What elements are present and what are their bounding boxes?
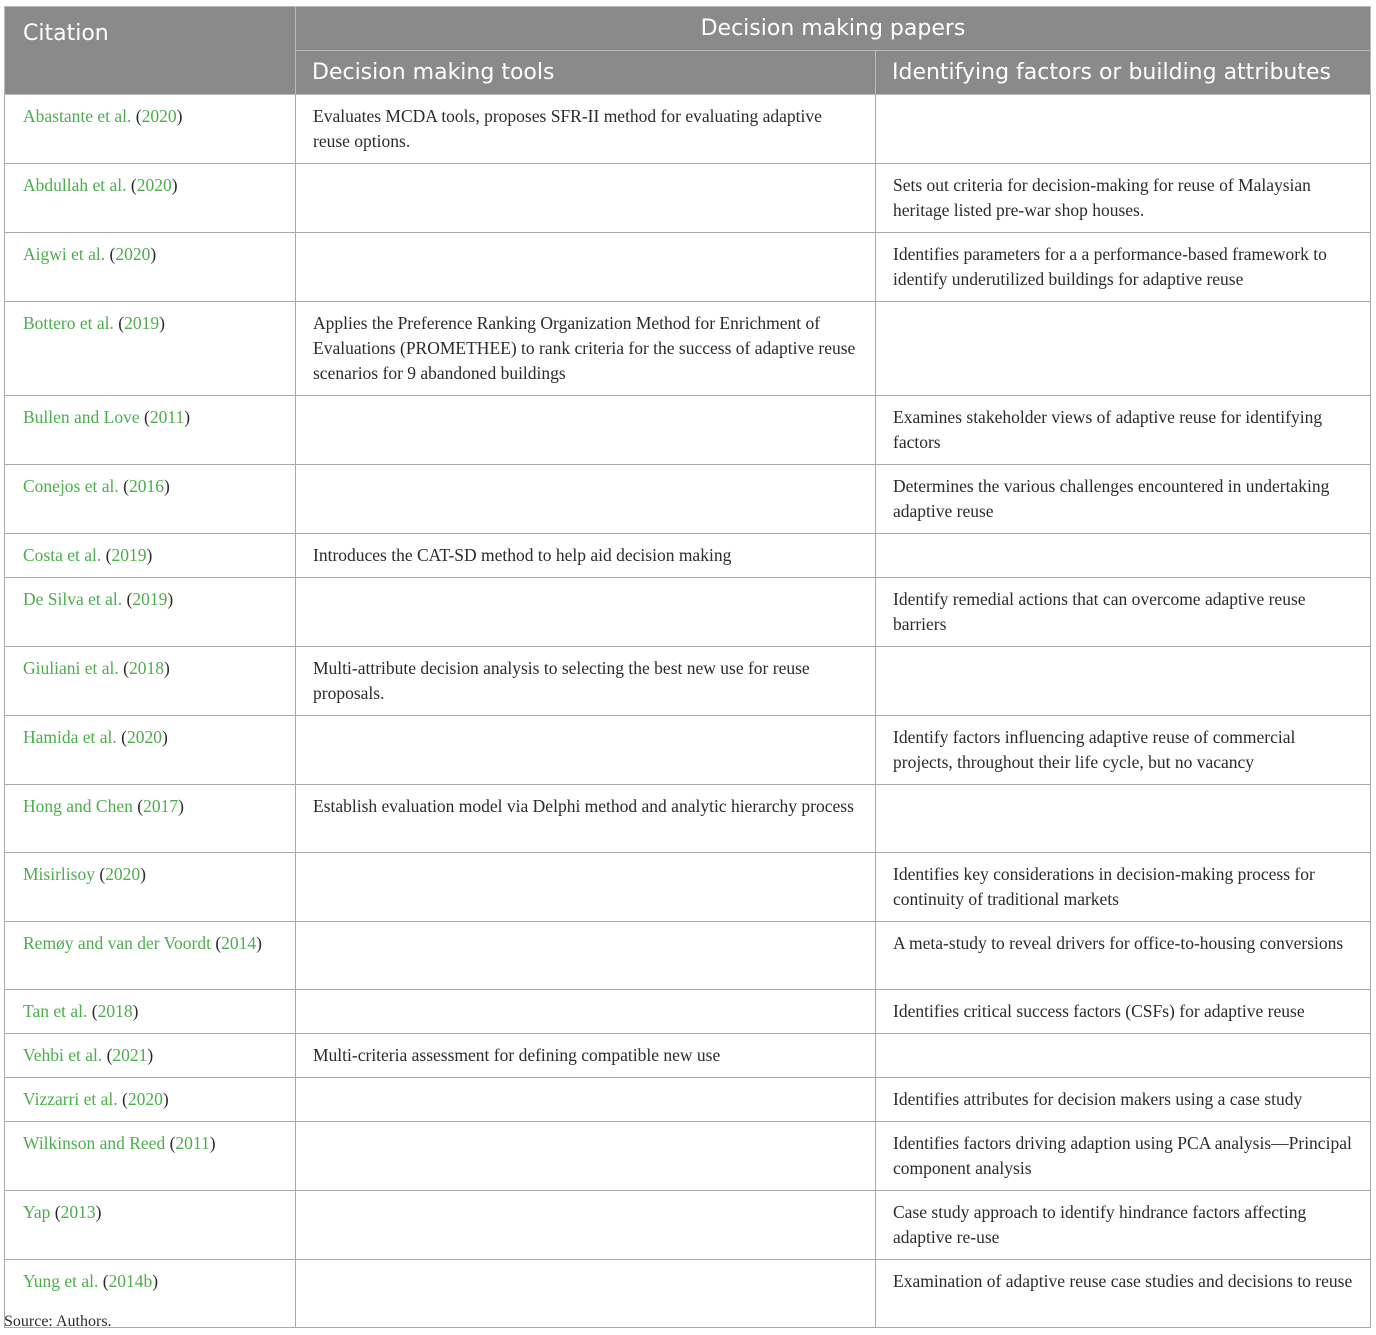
decision-tools-cell: Establish evaluation model via Delphi method and analytic hierarchy process bbox=[296, 785, 876, 853]
factors-cell bbox=[876, 302, 1371, 396]
citation-year-link[interactable]: 2018 bbox=[97, 1001, 133, 1021]
citation-cell bbox=[5, 716, 296, 785]
citation-year-link[interactable]: 2020 bbox=[126, 727, 162, 747]
header-citation: Citation bbox=[5, 7, 296, 95]
table-row bbox=[5, 1191, 1371, 1260]
paren-close: ) bbox=[147, 1045, 154, 1065]
decision-tools-cell bbox=[296, 990, 876, 1034]
factors-cell: Determines the various challenges encountered in undertaking adaptive reuse bbox=[876, 465, 1371, 534]
factors-cell bbox=[876, 95, 1371, 164]
citation-author-link[interactable]: Yung et al. bbox=[23, 1271, 99, 1291]
citation-author-link[interactable]: De Silva et al. bbox=[23, 589, 123, 609]
decision-tools-cell bbox=[296, 1122, 876, 1191]
citation-year-link[interactable]: 2019 bbox=[111, 545, 147, 565]
decision-making-table bbox=[4, 6, 1370, 1328]
citation-author-link[interactable]: Wilkinson and Reed bbox=[23, 1133, 166, 1153]
table-row bbox=[5, 853, 1371, 922]
factors-cell: Identifies factors driving adaption using PCA analysis—Principal component analysis bbox=[876, 1122, 1371, 1191]
decision-tools-cell: Applies the Preference Ranking Organization Method for Enrichment of Evaluations (PROMETHEE) to rank criteria for the success of adaptive reuse scenarios for 9 abandoned buildings bbox=[296, 302, 876, 396]
citation-author-link[interactable]: Tan et al. bbox=[23, 1001, 88, 1021]
citation-author-link[interactable]: Costa et al. bbox=[23, 545, 102, 565]
decision-tools-cell bbox=[296, 1260, 876, 1328]
paren-open: ( bbox=[130, 175, 137, 195]
citation-year-link[interactable]: 2016 bbox=[128, 476, 164, 496]
paren-close: ) bbox=[159, 313, 165, 333]
citation-year-link[interactable]: 2014b bbox=[108, 1271, 153, 1291]
decision-tools-cell bbox=[296, 1191, 876, 1260]
table-row bbox=[5, 396, 1371, 465]
citation-cell bbox=[5, 647, 296, 716]
factors-cell: Case study approach to identify hindrance factors affecting adaptive re-use bbox=[876, 1191, 1371, 1260]
factors-cell bbox=[876, 785, 1371, 853]
citation-cell bbox=[5, 95, 296, 164]
citation-year-link[interactable]: 2017 bbox=[143, 796, 179, 816]
decision-tools-cell: Multi-attribute decision analysis to selecting the best new use for reuse proposals. bbox=[296, 647, 876, 716]
paren-close: ) bbox=[167, 589, 174, 609]
paren-open: ( bbox=[109, 244, 116, 264]
decision-tools-cell bbox=[296, 465, 876, 534]
table-row bbox=[5, 1122, 1371, 1191]
citation-cell bbox=[5, 853, 296, 922]
citation-year-link[interactable]: 2020 bbox=[141, 106, 177, 126]
paren-close: ) bbox=[178, 796, 184, 816]
citation-cell bbox=[5, 1034, 296, 1078]
citation-year-link[interactable]: 2019 bbox=[124, 313, 160, 333]
factors-cell: Identify factors influencing adaptive reuse of commercial projects, throughout their life cycle, but no vacancy bbox=[876, 716, 1371, 785]
decision-tools-cell bbox=[296, 396, 876, 465]
table-row bbox=[5, 990, 1371, 1034]
citation-author-link[interactable]: Hamida et al. bbox=[23, 727, 117, 747]
paren-close: ) bbox=[171, 175, 178, 195]
citation-cell bbox=[5, 1191, 296, 1260]
paren-open: ( bbox=[169, 1133, 176, 1153]
citation-year-link[interactable]: 2020 bbox=[105, 864, 141, 884]
citation-year-link[interactable]: 2014 bbox=[221, 933, 257, 953]
paren-close: ) bbox=[184, 407, 191, 427]
citation-cell bbox=[5, 534, 296, 578]
citation-year-link[interactable]: 2013 bbox=[60, 1202, 96, 1222]
table-row bbox=[5, 233, 1371, 302]
table-row bbox=[5, 1260, 1371, 1328]
citation-author-link[interactable]: Remøy and van der Voordt bbox=[23, 933, 211, 953]
citation-author-link[interactable]: Conejos et al. bbox=[23, 476, 119, 496]
table-row bbox=[5, 1034, 1371, 1078]
decision-tools-cell bbox=[296, 233, 876, 302]
paren-open: ( bbox=[123, 658, 129, 678]
citation-cell bbox=[5, 465, 296, 534]
paren-open: ( bbox=[118, 313, 125, 333]
citation-cell bbox=[5, 164, 296, 233]
paren-close: ) bbox=[176, 106, 183, 126]
citation-cell bbox=[5, 578, 296, 647]
citation-cell bbox=[5, 922, 296, 990]
factors-cell bbox=[876, 1034, 1371, 1078]
paren-close: ) bbox=[209, 1133, 216, 1153]
table-row bbox=[5, 465, 1371, 534]
paren-close: ) bbox=[140, 864, 146, 884]
citation-cell bbox=[5, 1122, 296, 1191]
paren-close: ) bbox=[163, 476, 170, 496]
factors-cell: Examination of adaptive reuse case studies and decisions to reuse bbox=[876, 1260, 1371, 1328]
paren-close: ) bbox=[95, 1202, 102, 1222]
citation-year-link[interactable]: 2011 bbox=[175, 1133, 210, 1153]
paren-open: ( bbox=[137, 796, 144, 816]
factors-cell: A meta-study to reveal drivers for office-to-housing conversions bbox=[876, 922, 1371, 990]
citation-author-link[interactable]: Aigwi et al. bbox=[23, 244, 106, 264]
citation-cell bbox=[5, 785, 296, 853]
factors-cell: Sets out criteria for decision-making for reuse of Malaysian heritage listed pre-war shop houses. bbox=[876, 164, 1371, 233]
paren-open: ( bbox=[123, 476, 129, 496]
source-note: Source: Authors. bbox=[4, 1313, 112, 1330]
paren-open: ( bbox=[122, 1089, 128, 1109]
decision-tools-cell bbox=[296, 716, 876, 785]
citation-year-link[interactable]: 2020 bbox=[136, 175, 172, 195]
decision-tools-cell bbox=[296, 922, 876, 990]
paren-open: ( bbox=[126, 589, 133, 609]
table-row bbox=[5, 578, 1371, 647]
paren-close: ) bbox=[256, 933, 262, 953]
table-row bbox=[5, 785, 1371, 853]
paren-close: ) bbox=[163, 658, 170, 678]
citation-author-link[interactable]: Abdullah et al. bbox=[23, 175, 127, 195]
paren-open: ( bbox=[102, 1271, 109, 1291]
paren-close: ) bbox=[162, 1089, 169, 1109]
citation-author-link[interactable]: Bullen and Love bbox=[23, 407, 140, 427]
citation-cell bbox=[5, 233, 296, 302]
factors-cell: Identify remedial actions that can overcome adaptive reuse barriers bbox=[876, 578, 1371, 647]
citation-year-link[interactable]: 2019 bbox=[132, 589, 168, 609]
citation-author-link[interactable]: Vizzarri et al. bbox=[23, 1089, 118, 1109]
factors-cell: Identifies parameters for a a performance-based framework to identify underutilized buildings for adaptive reuse bbox=[876, 233, 1371, 302]
paren-close: ) bbox=[132, 1001, 139, 1021]
paren-open: ( bbox=[106, 1045, 113, 1065]
paren-open: ( bbox=[54, 1202, 61, 1222]
citation-author-link[interactable]: Vehbi et al. bbox=[23, 1045, 103, 1065]
paren-open: ( bbox=[135, 106, 142, 126]
paren-open: ( bbox=[215, 933, 222, 953]
citation-year-link[interactable]: 2020 bbox=[115, 244, 151, 264]
factors-cell bbox=[876, 647, 1371, 716]
paren-open: ( bbox=[105, 545, 112, 565]
decision-tools-cell bbox=[296, 578, 876, 647]
table-row bbox=[5, 95, 1371, 164]
decision-tools-cell bbox=[296, 1078, 876, 1122]
header-identifying-factors: Identifying factors or building attributes bbox=[876, 51, 1371, 95]
paren-close: ) bbox=[161, 727, 168, 747]
decision-tools-cell bbox=[296, 164, 876, 233]
table-row bbox=[5, 716, 1371, 785]
decision-tools-cell bbox=[296, 853, 876, 922]
citation-cell bbox=[5, 302, 296, 396]
citation-cell bbox=[5, 990, 296, 1034]
citation-author-link[interactable]: Misirlisoy bbox=[23, 864, 95, 884]
table-row bbox=[5, 534, 1371, 578]
header-decision-making-tools: Decision making tools bbox=[296, 51, 876, 95]
table-row bbox=[5, 302, 1371, 396]
decision-tools-cell: Introduces the CAT-SD method to help aid decision making bbox=[296, 534, 876, 578]
table-row bbox=[5, 922, 1371, 990]
table-row bbox=[5, 647, 1371, 716]
citation-year-link[interactable]: 2011 bbox=[149, 407, 185, 427]
paren-close: ) bbox=[152, 1271, 159, 1291]
factors-cell: Identifies attributes for decision makers using a case study bbox=[876, 1078, 1371, 1122]
factors-cell bbox=[876, 534, 1371, 578]
citation-author-link[interactable]: Abastante et al. bbox=[23, 106, 132, 126]
decision-tools-cell: Multi-criteria assessment for defining compatible new use bbox=[296, 1034, 876, 1078]
factors-cell: Identifies key considerations in decision-making process for continuity of traditional markets bbox=[876, 853, 1371, 922]
table-row bbox=[5, 164, 1371, 233]
factors-cell: Identifies critical success factors (CSFs) for adaptive reuse bbox=[876, 990, 1371, 1034]
citation-author-link[interactable]: Bottero et al. bbox=[23, 313, 114, 333]
factors-cell: Examines stakeholder views of adaptive reuse for identifying factors bbox=[876, 396, 1371, 465]
citation-cell bbox=[5, 1078, 296, 1122]
citation-year-link[interactable]: 2020 bbox=[127, 1089, 163, 1109]
decision-tools-cell: Evaluates MCDA tools, proposes SFR-II method for evaluating adaptive reuse options. bbox=[296, 95, 876, 164]
header-decision-making-papers: Decision making papers bbox=[296, 7, 1371, 51]
paren-open: ( bbox=[144, 407, 150, 427]
citation-year-link[interactable]: 2021 bbox=[112, 1045, 148, 1065]
paren-close: ) bbox=[150, 244, 157, 264]
citation-year-link[interactable]: 2018 bbox=[128, 658, 164, 678]
citation-author-link[interactable]: Hong and Chen bbox=[23, 796, 133, 816]
citation-author-link[interactable]: Giuliani et al. bbox=[23, 658, 119, 678]
paren-open: ( bbox=[99, 864, 106, 884]
citation-cell bbox=[5, 396, 296, 465]
paren-open: ( bbox=[91, 1001, 98, 1021]
table-row bbox=[5, 1078, 1371, 1122]
paren-close: ) bbox=[146, 545, 153, 565]
citation-author-link[interactable]: Yap bbox=[23, 1202, 51, 1222]
paren-open: ( bbox=[121, 727, 127, 747]
